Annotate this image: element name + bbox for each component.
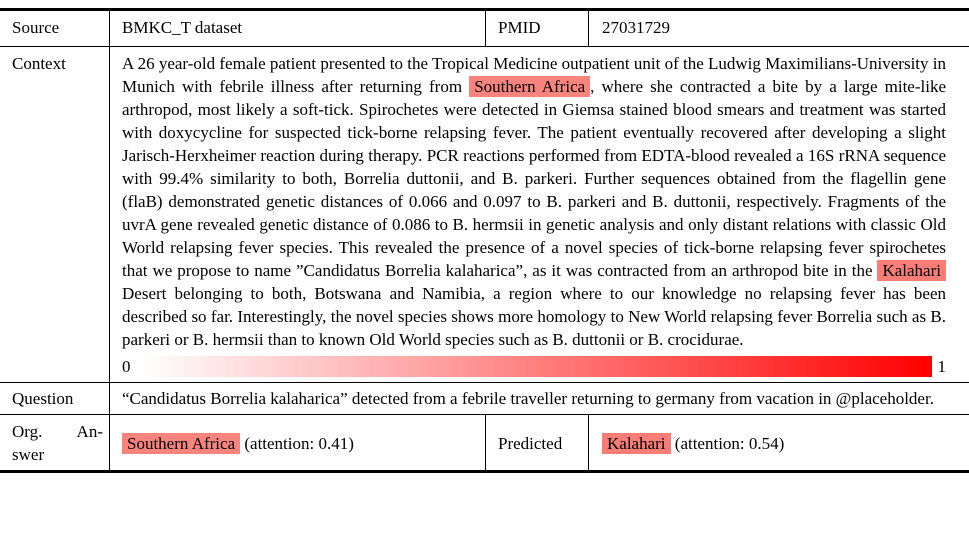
pmid-header-cell — [485, 11, 588, 46]
answer-row — [0, 415, 969, 470]
question-label: Question — [12, 389, 74, 408]
context-row — [0, 47, 969, 383]
source-row — [0, 11, 969, 47]
answer-label-word-3: swer — [12, 445, 45, 464]
pmid-value-cell — [588, 11, 969, 46]
predicted-label: Predicted — [498, 433, 563, 453]
answer-label-word-1: Org. — [12, 422, 43, 441]
answer-label-word-2: An- — [76, 422, 103, 441]
original-answer-cell — [110, 415, 485, 470]
question-cell — [110, 383, 969, 414]
attention-colorbar — [122, 354, 946, 378]
source-value-cell — [110, 11, 485, 46]
dataset-example-table — [0, 8, 969, 473]
answer-row-header — [0, 415, 110, 470]
colorbar-max-label: 1 — [937, 356, 946, 376]
source-label: Source — [12, 18, 60, 37]
question-row-header — [0, 383, 110, 414]
highlighted-answer-span: Southern Africa — [469, 76, 590, 97]
pmid-label: PMID — [498, 18, 541, 37]
original-answer-highlight: Southern Africa — [122, 433, 240, 454]
predicted-answer-attention: (attention: 0.54) — [670, 433, 785, 453]
question-row — [0, 383, 969, 415]
pmid-value: 27031729 — [602, 18, 670, 37]
predicted-header-cell — [485, 415, 588, 470]
context-cell — [110, 47, 969, 382]
original-answer-attention: (attention: 0.41) — [240, 433, 354, 453]
attention-gradient — [140, 356, 932, 377]
predicted-answer-highlight: Kalahari — [602, 433, 671, 454]
context-paragraph: A 26 year-old female patient presented to the Tropical Medicine outpatient unit of the Ludwig Maximilians-University in Munich with febrile illness after returning from Southern Africa , where she contracted a bite by a large mite-like arthropod, most likely a soft-tick. Spirochetes were detected in Giemsa stained blood smears and treatment was started with doxycycline for suspected tick-borne relapsing fever. The patient eventually recovered after developing a slight Jarisch-Herxheimer reaction during therapy. PCR reactions performed from EDTA-blood revealed a 16S rRNA sequence with 99.4% similarity to both, Borrelia duttonii, and B. parkeri. Further sequences obtained from the flagellin gene (flaB) demonstrated genetic distances of 0.066 and 0.097 to B. parkeri and B. duttonii, respectively. Fragments of the uvrA gene revealed genetic distance of 0.086 to B. hermsii in genetic analysis and only distant relations with classic Old World relapsing fever species. This revealed the presence of a novel species of tick-borne relapsing fever spirochetes that we propose to name ”Candidatus Borrelia kalaharica”, as it was contracted from an arthropod bite in the Kalahari Desert belonging to both, Botswana and Namibia, a region where to our knowledge no relapsing fever has been described so far. Interestingly, the novel species shows more homology to New World relapsing fever Borrelia such as B. parkeri or B. hermsii than to known Old World species such as B. duttonii or B. crocidurae. — [122, 54, 946, 349]
question-text: “Candidatus Borrelia kalaharica” detected from a febrile traveller returning to germany from vacation in @placeholder. — [122, 389, 934, 408]
predicted-answer-cell — [588, 415, 969, 470]
source-row-header — [0, 11, 110, 46]
highlighted-answer-span: Kalahari — [877, 260, 946, 281]
colorbar-min-label: 0 — [122, 356, 131, 376]
source-dataset-name: BMKC_T dataset — [122, 18, 243, 37]
context-label: Context — [12, 54, 66, 73]
context-row-header — [0, 47, 110, 382]
